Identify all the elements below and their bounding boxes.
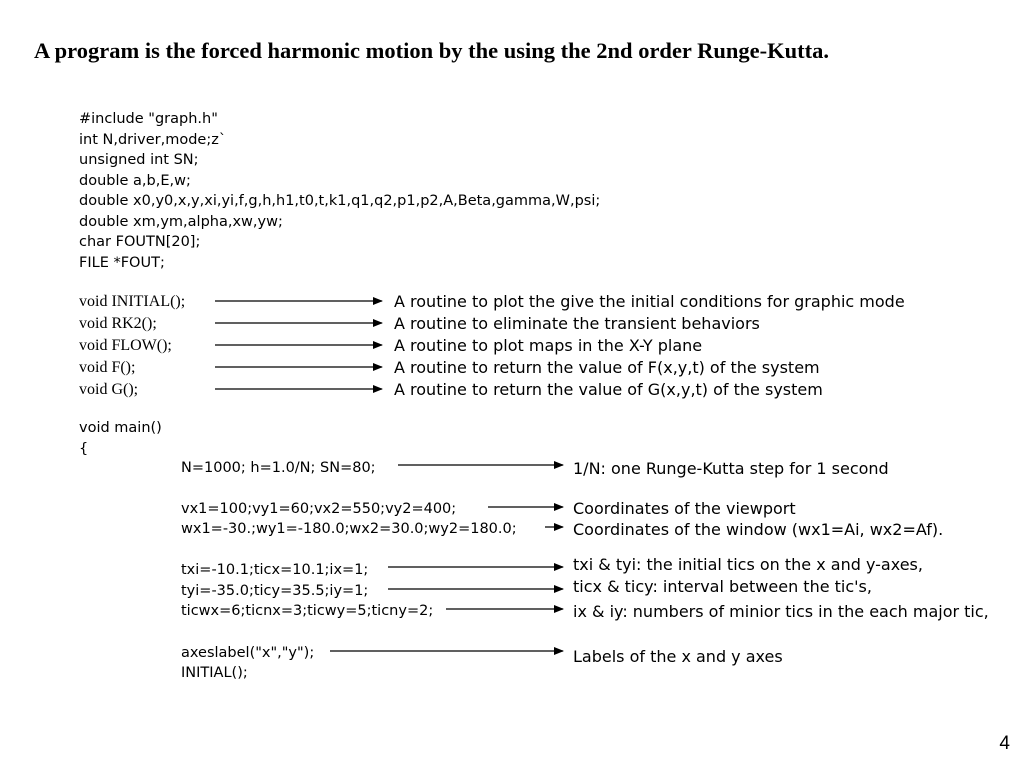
code-line-axeslabel: axeslabel("x","y"); (181, 645, 315, 661)
code-line: { (79, 440, 89, 457)
decl-f: void F(); (79, 359, 136, 376)
note-tics-initial: txi & tyi: the initial tics on the x and y-axes, (573, 555, 923, 574)
note-initial: A routine to plot the give the initial conditions for graphic mode (394, 292, 905, 311)
note-tics-minor: ix & iy: numbers of minior tics in the each major tic, (573, 602, 989, 621)
note-step: 1/N: one Runge-Kutta step for 1 second (573, 459, 889, 478)
code-line: unsigned int SN; (79, 152, 199, 168)
page-number: 4 (999, 733, 1010, 754)
code-line: double a,b,E,w; (79, 172, 191, 189)
decl-initial: void INITIAL(); (79, 293, 186, 310)
code-line: int N,driver,mode;z` (79, 131, 227, 148)
note-viewport: Coordinates of the viewport (573, 499, 796, 518)
code-line-step: N=1000; h=1.0/N; SN=80; (181, 460, 376, 476)
code-line-tyi: tyi=-35.0;ticy=35.5;iy=1; (181, 583, 369, 599)
decl-flow: void FLOW(); (79, 337, 172, 354)
code-line-txi: txi=-10.1;ticx=10.1;ix=1; (181, 562, 369, 578)
note-f: A routine to return the value of F(x,y,t) of the system (394, 358, 820, 377)
decl-g: void G(); (79, 381, 139, 398)
code-line: FILE *FOUT; (79, 254, 165, 271)
code-line: #include "graph.h" (79, 111, 218, 127)
note-window: Coordinates of the window (wx1=Ai, wx2=Af). (573, 520, 944, 539)
note-flow: A routine to plot maps in the X-Y plane (394, 336, 703, 355)
note-labels: Labels of the x and y axes (573, 647, 783, 666)
note-rk2: A routine to eliminate the transient behaviors (394, 314, 760, 333)
code-line: char FOUTN[20]; (79, 234, 201, 250)
code-line-ticwx: ticwx=6;ticnx=3;ticwy=5;ticny=2; (181, 603, 434, 619)
code-line: void main() (79, 420, 162, 436)
code-line-viewport: vx1=100;vy1=60;vx2=550;vy2=400; (181, 501, 457, 517)
note-tics-interval: ticx & ticy: interval between the tic's, (573, 577, 872, 596)
decl-rk2: void RK2(); (79, 315, 157, 332)
code-line-initial: INITIAL(); (181, 665, 248, 681)
code-line-window: wx1=-30.;wy1=-180.0;wx2=30.0;wy2=180.0; (181, 521, 517, 537)
slide-title: A program is the forced harmonic motion by the using the 2nd order Runge-Kutta. (34, 38, 830, 63)
code-line: double x0,y0,x,y,xi,yi,f,g,h,h1,t0,t,k1,q1,q2,p1,p2,A,Beta,gamma,W,psi; (79, 193, 601, 209)
code-line: double xm,ym,alpha,xw,yw; (79, 213, 283, 230)
note-g: A routine to return the value of G(x,y,t) of the system (394, 380, 823, 399)
